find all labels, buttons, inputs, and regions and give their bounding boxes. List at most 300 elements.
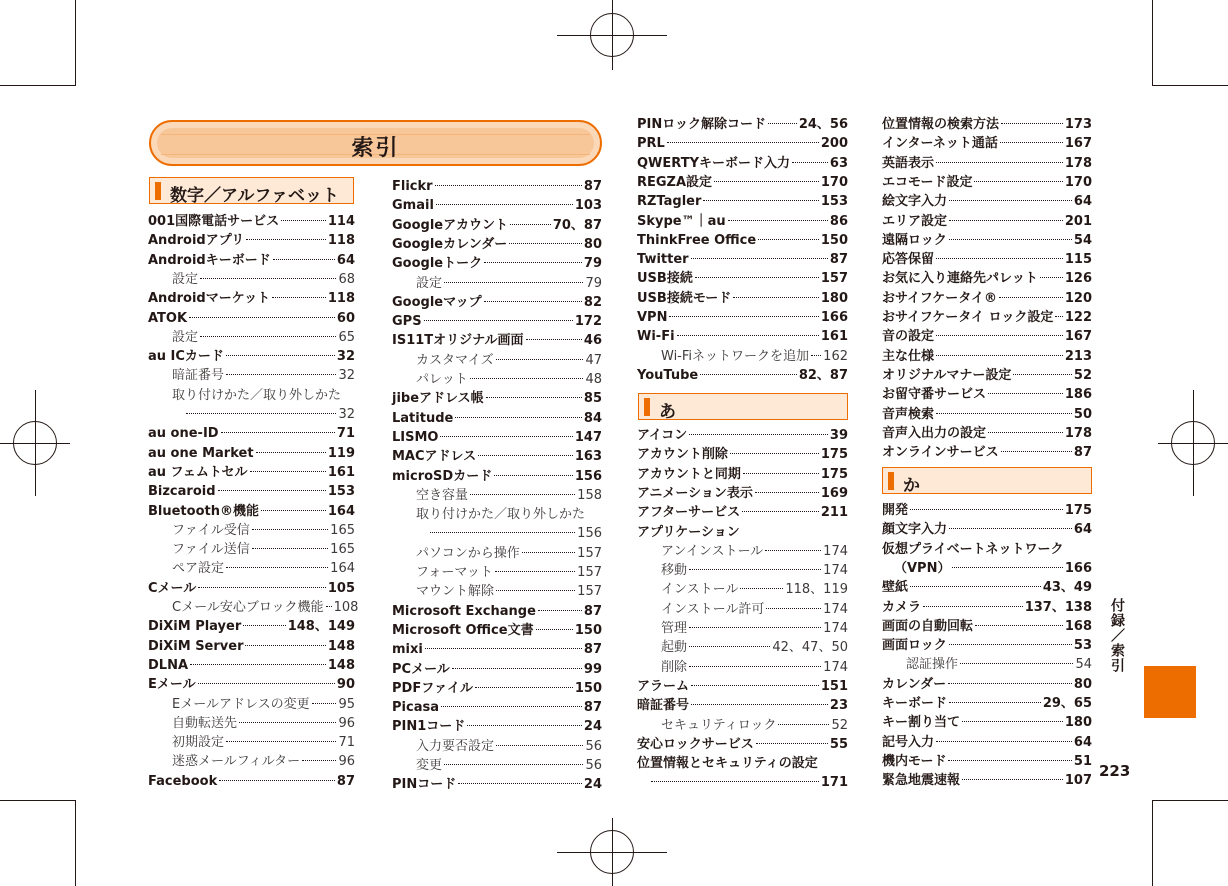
index-entry (148, 637, 355, 656)
index-entry (392, 312, 602, 331)
entry-term: アンインストール (661, 543, 764, 559)
entry-page: 50 (1073, 406, 1092, 422)
index-entry (392, 640, 602, 659)
entry-page: 162 (823, 348, 848, 364)
entry-page: 99 (583, 661, 602, 677)
entry-page: 64 (1073, 522, 1092, 538)
dot-leader (700, 374, 797, 375)
dot-leader (538, 610, 582, 611)
entry-term: 迷惑メールフィルター (172, 754, 301, 770)
entry-term: 顔文字入力 (882, 522, 948, 538)
entry-term: Latitude (392, 410, 454, 426)
entry-term: 暗証番号 (172, 368, 225, 384)
index-entry (882, 540, 1092, 559)
entry-term: 主な仕様 (882, 348, 935, 364)
dot-leader (948, 760, 1071, 761)
entry-term: Flickr (392, 179, 433, 194)
index-entry (416, 737, 602, 756)
entry-page: 71 (338, 735, 355, 751)
registration-circle (1171, 421, 1215, 465)
index-entry (882, 231, 1092, 250)
dot-leader (733, 297, 819, 298)
dot-leader (730, 453, 819, 454)
entry-term: ファイル送信 (172, 542, 250, 558)
entry-term: 入力要否設定 (416, 738, 495, 754)
entry-page: 122 (1064, 310, 1092, 325)
index-entry (661, 600, 848, 619)
dot-leader (226, 567, 328, 568)
entry-term: 暗証番号 (637, 698, 690, 714)
entry-term: 開発 (882, 503, 909, 518)
index-entry (882, 308, 1092, 327)
dot-leader (475, 687, 573, 688)
registration-circle (590, 13, 634, 57)
heading-marker (155, 182, 161, 200)
index-entry (882, 192, 1092, 211)
entry-term: QWERTYキーボード入力 (637, 155, 790, 171)
entry-page: 43、49 (1042, 580, 1092, 596)
index-entry (172, 752, 355, 771)
entry-term: Bizcaroid (148, 484, 216, 500)
dot-leader (198, 587, 326, 588)
index-entry (882, 501, 1092, 520)
entry-page: 166 (820, 310, 848, 325)
entry-page: 54 (1075, 657, 1092, 673)
entry-term: 初期設定 (172, 735, 225, 751)
entry-term: DLNA (148, 657, 189, 673)
crop-mark (0, 85, 76, 86)
entry-page: 211 (820, 505, 848, 521)
entry-page: 24、56 (798, 117, 848, 132)
entry-page: 167 (1064, 136, 1092, 152)
entry-term: アカウントと同期 (637, 466, 741, 482)
entry-page: 56 (585, 738, 602, 754)
dot-leader (458, 783, 582, 784)
dot-leader (435, 185, 582, 186)
entry-page: 174 (823, 601, 848, 617)
index-entry (637, 484, 848, 503)
entry-term: ペア設定 (172, 561, 225, 577)
dot-leader (1040, 277, 1063, 278)
index-entry (392, 389, 602, 408)
index-entry (416, 351, 602, 370)
entry-term: キー割り当て (882, 715, 961, 731)
dot-leader (1055, 316, 1063, 317)
entry-term: GPS (392, 314, 422, 330)
entry-page: 170 (1064, 174, 1092, 190)
index-entry (172, 714, 355, 733)
index-entry (416, 486, 602, 505)
entry-page: 178 (1064, 425, 1092, 441)
entry-page: 39 (829, 428, 848, 443)
dot-leader (962, 721, 1063, 722)
dot-leader (496, 590, 575, 591)
entry-page: 163 (574, 449, 602, 465)
entry-page: 157 (577, 545, 602, 561)
index-entry (392, 467, 602, 486)
entry-term: フォーマット (416, 565, 493, 580)
dot-leader (949, 702, 1041, 703)
entry-page: 157 (577, 584, 602, 600)
dot-leader (669, 316, 818, 317)
entry-term: Googleカレンダー (392, 236, 508, 252)
entry-term: 音の設定 (882, 329, 935, 345)
dot-leader (988, 393, 1063, 394)
entry-page: 157 (820, 271, 848, 287)
entry-term: PDFファイル (392, 680, 473, 696)
heading-marker (888, 472, 894, 490)
entry-term: 仮想プライベートネットワーク (882, 541, 1064, 557)
dot-leader (936, 413, 1072, 414)
dot-leader (245, 645, 325, 646)
entry-page: 87 (583, 603, 602, 619)
index-entry (148, 617, 355, 636)
index-entry (392, 216, 602, 235)
index-entry (392, 717, 602, 736)
index-entry (661, 542, 848, 561)
entry-page: 48 (585, 372, 602, 387)
entry-term: 緊急地震速報 (882, 773, 961, 789)
entry-term: アニメーション表示 (637, 485, 753, 501)
dot-leader (536, 629, 573, 630)
dot-leader (936, 355, 1063, 356)
dot-leader (496, 359, 584, 360)
entry-page: 103 (574, 198, 602, 214)
entry-page: 151 (820, 678, 848, 694)
dot-leader (484, 262, 582, 263)
index-entry (172, 328, 355, 347)
entry-term: mixi (392, 642, 423, 658)
index-entry (392, 409, 602, 428)
index-entry (906, 655, 1092, 674)
dot-leader (444, 764, 583, 765)
crop-mark (1152, 0, 1153, 86)
entry-term: 自動転送先 (172, 715, 238, 731)
entry-page: 168 (1064, 618, 1092, 634)
dot-leader (221, 432, 335, 433)
entry-page: 63 (829, 155, 848, 171)
dot-leader (936, 741, 1072, 742)
index-entry (882, 636, 1092, 655)
index-entry (637, 366, 848, 385)
dot-leader (272, 297, 326, 298)
index-entry (392, 235, 602, 254)
dot-leader (198, 683, 335, 684)
dot-leader (250, 471, 326, 472)
crop-mark (1152, 85, 1228, 86)
dot-leader (755, 492, 819, 493)
dot-leader (766, 608, 821, 609)
dot-leader (728, 220, 828, 221)
dot-leader (239, 722, 336, 723)
entry-page: 175 (1064, 503, 1092, 518)
crop-mark (1152, 800, 1228, 801)
dot-leader (1013, 374, 1072, 375)
entry-term: au one-ID (148, 426, 219, 442)
index-entry (882, 405, 1092, 424)
dot-leader (740, 588, 783, 589)
index-entry (416, 505, 602, 524)
entry-page: 64 (336, 252, 355, 268)
entry-term: アフターサービス (637, 505, 741, 521)
entry-page: 53 (1073, 638, 1092, 654)
entry-page: 54 (1073, 232, 1092, 248)
index-entry (416, 544, 602, 563)
entry-term: Bluetooth®機能 (148, 503, 259, 519)
dot-leader (742, 511, 819, 512)
entry-page: 150 (574, 680, 602, 696)
entry-term: REGZA設定 (637, 174, 713, 190)
index-entry (148, 579, 355, 598)
index-entry (882, 733, 1092, 752)
entry-page: 87 (583, 179, 602, 194)
entry-page: 174 (823, 543, 848, 559)
entry-term: 絵文字入力 (882, 194, 948, 210)
entry-page: 148 (327, 657, 355, 673)
dot-leader (792, 162, 828, 163)
dot-leader (243, 625, 285, 626)
entry-page: 95 (338, 696, 355, 712)
entry-term: USB接続 (637, 271, 693, 287)
entry-term: お気に入り連絡先パレット (882, 271, 1038, 287)
index-entry (637, 250, 848, 269)
registration-circle (590, 830, 634, 874)
entry-page: 148、149 (287, 619, 355, 635)
entry-page: 114 (327, 214, 355, 229)
entry-term: 位置情報とセキュリティの設定 (637, 756, 818, 772)
entry-page: 180 (1064, 715, 1092, 731)
entry-page: 164 (327, 503, 355, 519)
entry-page: 137、138 (1024, 599, 1092, 615)
entry-page: 64 (1073, 734, 1092, 750)
entry-page: 156 (574, 468, 602, 484)
dot-leader (326, 606, 332, 607)
section-heading-a (638, 393, 848, 420)
dot-leader (703, 200, 818, 201)
dot-leader (975, 625, 1063, 626)
entry-page: 52 (1073, 367, 1092, 383)
dot-leader (949, 239, 1072, 240)
dot-leader (273, 259, 335, 260)
index-entry (637, 134, 848, 153)
entry-term: マウント解除 (416, 584, 495, 600)
entry-term: 001国際電話サービス (148, 214, 280, 229)
index-entry (637, 269, 848, 288)
crop-mark (75, 800, 76, 886)
entry-page: 148 (327, 638, 355, 654)
dot-leader (974, 181, 1062, 182)
index-entry (882, 385, 1092, 404)
entry-page: 118、119 (785, 582, 848, 598)
dot-leader (467, 725, 582, 726)
dot-leader (494, 475, 573, 476)
entry-term: 位置情報の検索方法 (882, 117, 1000, 132)
index-entry (882, 598, 1092, 617)
index-entry (882, 327, 1092, 346)
entry-page: 32 (338, 407, 355, 422)
crop-mark (0, 800, 76, 801)
index-entry (637, 115, 848, 134)
entry-term: Googleアカウント (392, 217, 508, 233)
entry-term: Eメール (148, 677, 196, 693)
dot-leader (667, 142, 819, 143)
entry-page: 161 (327, 464, 355, 480)
dot-leader (910, 509, 1063, 510)
index-entry (392, 293, 602, 312)
index-entry (392, 660, 602, 679)
index-entry (416, 563, 602, 582)
index-entry (148, 502, 355, 521)
entry-page: 65 (338, 329, 355, 345)
side-chapter-label: 付録／索引 (1109, 598, 1125, 673)
crop-mark (1152, 800, 1153, 886)
dot-leader (510, 224, 551, 225)
entry-term: DiXiM Server (148, 638, 244, 654)
dot-leader (495, 571, 575, 572)
index-entry (392, 254, 602, 273)
section-heading-ka (882, 467, 1092, 494)
entry-page: 32 (336, 349, 355, 365)
index-entry (637, 289, 848, 308)
index-entry (882, 173, 1092, 192)
dot-leader (923, 606, 1023, 607)
entry-page: 166 (1064, 560, 1092, 576)
entry-term: Wi-Fi (637, 329, 675, 345)
dot-leader (691, 258, 828, 259)
entry-page: 150 (820, 232, 848, 248)
dot-leader (436, 204, 573, 205)
index-entry (882, 134, 1092, 153)
entry-term: Androidアプリ (148, 233, 245, 249)
index-entry (392, 679, 602, 698)
index-entry (882, 443, 1092, 462)
entry-term: Cメール (148, 580, 197, 596)
dot-leader (689, 666, 821, 667)
entry-page: 96 (338, 754, 355, 770)
index-entry (637, 465, 848, 484)
entry-term: Twitter (637, 252, 689, 268)
dot-leader (252, 529, 328, 530)
dot-leader (189, 317, 335, 318)
entry-term: 取り付けかた／取り外しかた (172, 387, 342, 403)
entry-page: 60 (336, 310, 355, 326)
entry-term: （VPN） (894, 560, 951, 576)
entry-term: USB接続モード (637, 290, 732, 306)
dot-leader (691, 704, 828, 705)
entry-page: 201 (1064, 213, 1092, 229)
index-entry (882, 212, 1092, 231)
index-entry (894, 559, 1092, 578)
index-title-banner (149, 120, 602, 166)
dot-leader (430, 532, 575, 533)
entry-page: 87 (583, 700, 602, 716)
entry-page: 107 (1064, 773, 1092, 789)
entry-term: 英語表示 (882, 155, 935, 171)
page-number: 223 (1099, 762, 1131, 780)
entry-term: Googleトーク (392, 256, 483, 272)
index-entry (392, 775, 602, 794)
entry-page: 118 (327, 233, 355, 249)
entry-page: 90 (336, 677, 355, 693)
dot-leader (949, 644, 1072, 645)
entry-page: 170 (820, 174, 848, 190)
entry-term: 管理 (661, 621, 688, 636)
dot-leader (470, 378, 584, 379)
entry-term: Androidマーケット (148, 291, 271, 307)
index-entry (148, 772, 355, 791)
entry-page: 165 (330, 522, 355, 538)
index-entry (661, 716, 848, 735)
index-entry (416, 274, 602, 293)
dot-leader (441, 706, 582, 707)
entry-term: おサイフケータイ® (882, 290, 998, 306)
dot-leader (936, 162, 1063, 163)
entry-term: 取り付けかた／取り外しかた (416, 507, 586, 523)
index-entry (392, 428, 602, 447)
entry-page: 80 (1073, 676, 1092, 692)
index-entry (392, 621, 602, 640)
entry-term: パソコンから操作 (416, 545, 520, 561)
entry-page: 164 (330, 561, 355, 577)
section-heading-label: か (903, 476, 920, 496)
entry-page: 80 (583, 236, 602, 252)
entry-term: 画面の自動回転 (882, 618, 974, 634)
entry-term: Picasa (392, 700, 439, 716)
index-entry (882, 617, 1092, 636)
entry-term: 壁紙 (882, 580, 909, 596)
heading-marker (644, 398, 650, 416)
entry-term: 設定 (172, 271, 199, 287)
dot-leader (486, 397, 582, 398)
entry-term: アラーム (637, 678, 690, 694)
entry-term: カメラ (882, 599, 922, 615)
dot-leader (256, 452, 326, 453)
entry-page: 153 (820, 194, 848, 210)
entry-term: 音声検索 (882, 406, 935, 422)
entry-term: カレンダー (882, 676, 947, 692)
dot-leader (200, 336, 336, 337)
entry-term: おサイフケータイ ロック設定 (882, 310, 1054, 325)
index-entry (172, 733, 355, 752)
index-entry (148, 444, 355, 463)
entry-term: 削除 (661, 659, 688, 675)
dot-leader (743, 473, 819, 474)
entry-term: LISMO (392, 429, 439, 445)
index-entry (882, 250, 1092, 269)
entry-term: 認証操作 (906, 657, 959, 673)
index-entry (661, 638, 848, 657)
dot-leader (440, 436, 572, 437)
index-entry (172, 598, 359, 617)
index-entry (637, 503, 848, 522)
entry-term: MACアドレス (392, 449, 477, 465)
index-entry (637, 735, 848, 754)
entry-term: IS11Tオリジナル画面 (392, 333, 524, 349)
entry-page: 173 (1064, 117, 1092, 132)
entry-page: 178 (1064, 155, 1092, 171)
dot-leader (1001, 451, 1072, 452)
entry-page: 171 (820, 775, 848, 791)
index-entry (172, 559, 355, 578)
entry-page: 174 (823, 659, 848, 675)
dot-leader (478, 455, 573, 456)
index-entry (148, 424, 355, 443)
index-entry (661, 619, 848, 638)
index-entry (416, 756, 602, 775)
entry-term: Skype™｜au (637, 213, 726, 229)
entry-term: 画面ロック (882, 638, 947, 654)
entry-term: PINコード (392, 777, 457, 793)
